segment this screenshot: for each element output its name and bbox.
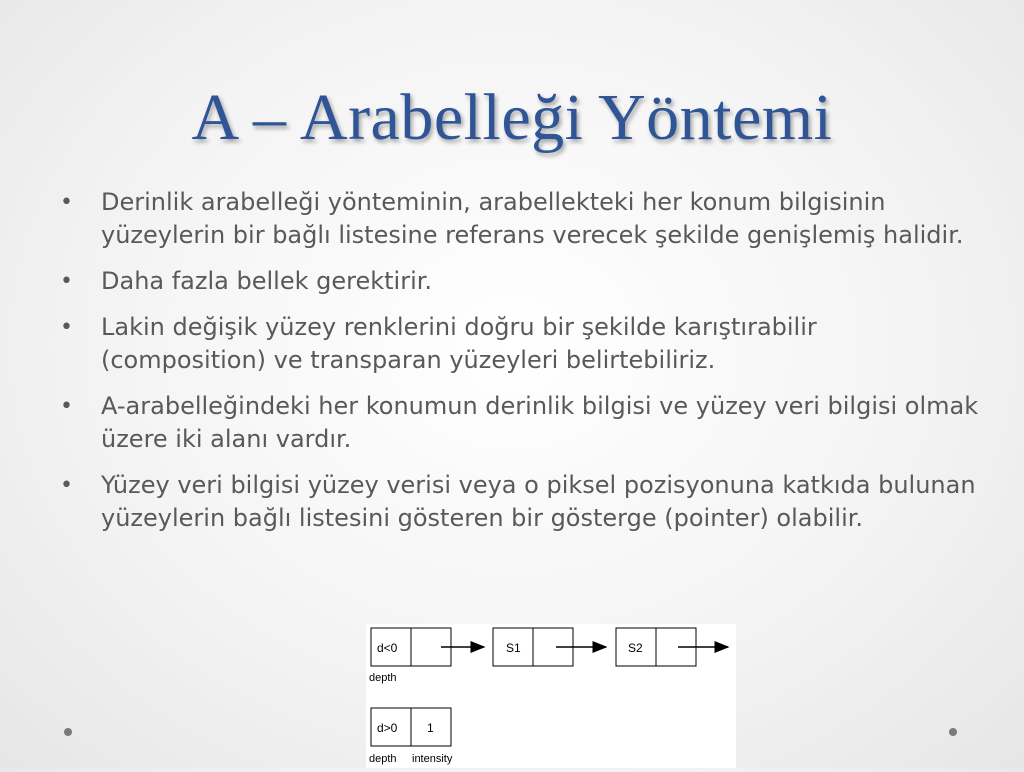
- bullet-text: A-arabelleğindeki her konumun derinlik bilgisi ve yüzey veri bilgisi olmak üzere iki alanı vardır.: [101, 392, 979, 453]
- bullet-dot: •: [60, 315, 73, 340]
- bullet-item: [60, 265, 980, 298]
- decorative-dot-right: [949, 728, 957, 736]
- bullet-text: Yüzey veri bilgisi yüzey verisi veya o piksel pozisyonuna katkıda bulunan yüzeylerin bağlı listesini gösteren bir gösterge (pointer) olabilir.: [101, 471, 976, 532]
- bullet-item: [60, 469, 980, 535]
- bullet-text: Daha fazla bellek gerektirir.: [101, 267, 433, 295]
- bullet-list: [60, 186, 980, 548]
- depth-caption: depth: [369, 672, 397, 684]
- bullet-text: Lakin değişik yüzey renklerini doğru bir şekilde karıştırabilir (composition) ve transparan yüzeyleri belirtebiliriz.: [101, 313, 817, 374]
- bullet-dot: •: [60, 190, 73, 215]
- bullet-dot: •: [60, 394, 73, 419]
- bullet-dot: •: [60, 269, 73, 294]
- depth-cell-positive: [371, 708, 411, 746]
- slide-title: A – Arabelleği Yöntemi: [191, 81, 833, 154]
- depth-cell-label: d>0: [377, 721, 398, 735]
- bullet-item: [60, 186, 980, 252]
- bullet-dot: •: [60, 473, 73, 498]
- bullet-item: [60, 390, 980, 456]
- a-buffer-diagram: [366, 624, 736, 768]
- decorative-dot-left: [64, 728, 72, 736]
- intensity-cell: [411, 708, 451, 746]
- depth-cell-label: d<0: [377, 641, 398, 655]
- depth-cell-negative: [371, 628, 411, 666]
- bullet-text: Derinlik arabelleği yönteminin, arabellekteki her konum bilgisinin yüzeylerin bir bağlı listesine referans verecek şekilde genişlemiş halidir.: [101, 188, 964, 249]
- node-s2-label: S2: [628, 641, 643, 655]
- intensity-cell-label: 1: [427, 721, 434, 735]
- intensity-caption: intensity: [412, 753, 453, 765]
- bullet-item: [60, 311, 980, 377]
- depth-caption: depth: [369, 753, 397, 765]
- node-s1-label: S1: [506, 641, 521, 655]
